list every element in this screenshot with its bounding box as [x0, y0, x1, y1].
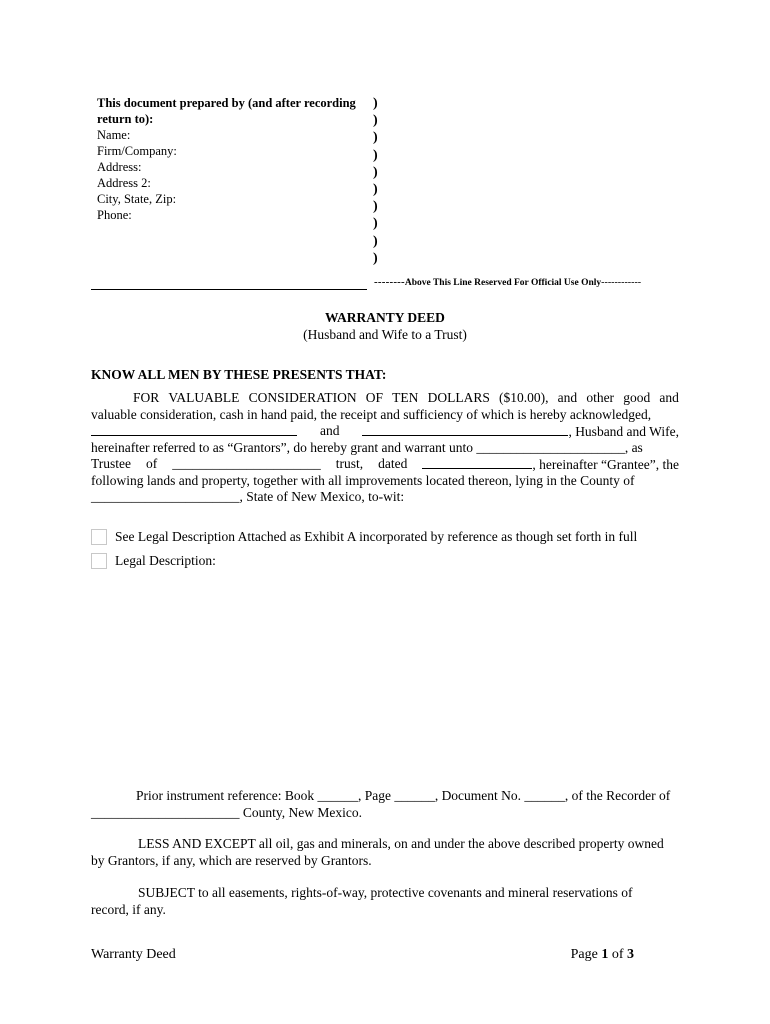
prepared-by-address2-label: Address 2:: [97, 176, 151, 190]
prepared-by-city-label: City, State, Zip:: [97, 192, 177, 206]
consideration-line-4: hereinafter referred to as “Grantors”, do hereby grant and warrant unto ______________________, as: [91, 439, 643, 455]
less-and-except-paragraph: LESS AND EXCEPT all oil, gas and minerals, on and under the above described property owned by Grantors, if any, which are reserved by Grantors.: [91, 836, 664, 868]
consideration-line-3: and , Husband and Wife,: [91, 423, 679, 440]
consideration-line-7: ______________________, State of New Mexico, to-wit:: [91, 489, 405, 504]
prepared-by-rule: [91, 289, 367, 290]
footer-page-number: Page 1 of 3: [570, 947, 634, 962]
paren-column: ) ) ) ) ) ) ) ) ) ): [373, 96, 378, 266]
exhibit-checkbox[interactable]: [91, 529, 107, 545]
prepared-by-name-label: Name:: [97, 128, 131, 142]
prepared-by-block: [97, 95, 367, 223]
consideration-line-6: following lands and property, together with all improvements located thereon, lying in the County of: [91, 472, 635, 488]
know-all-men-heading: KNOW ALL MEN BY THESE PRESENTS THAT:: [91, 367, 387, 382]
document-subtitle: (Husband and Wife to a Trust): [303, 327, 467, 342]
legal-description-option: [91, 553, 216, 569]
reserved-line-note: --------Above This Line Reserved For Official Use Only------------: [374, 276, 642, 288]
prepared-by-heading: This document prepared by (and after recording return to):: [97, 96, 356, 126]
prepared-by-firm-label: Firm/Company:: [97, 144, 177, 158]
prepared-by-phone-label: Phone:: [97, 208, 132, 222]
exhibit-option: [91, 529, 637, 545]
prior-instrument-paragraph: Prior instrument reference: Book ______, Page ______, Document No. ______, of the Recorder of ______________________ County, New Mexico.: [91, 788, 671, 820]
consideration-line-1: FOR VALUABLE CONSIDERATION OF TEN DOLLARS ($10.00), and other good and: [133, 390, 679, 405]
subject-to-paragraph: SUBJECT to all easements, rights-of-way, protective covenants and mineral reservations of record, if any.: [91, 885, 633, 917]
grantor-1-blank[interactable]: [91, 423, 297, 436]
legal-description-label: Legal Description:: [115, 553, 216, 568]
prepared-by-address-label: Address:: [97, 160, 142, 174]
document-title-block: [0, 309, 770, 343]
document-title: WARRANTY DEED: [325, 310, 445, 325]
consideration-paragraph: [91, 390, 679, 506]
grantor-2-blank[interactable]: [362, 423, 568, 436]
footer-document-name: Warranty Deed: [91, 947, 176, 962]
exhibit-option-label: See Legal Description Attached as Exhibit A incorporated by reference as though set forth in full: [115, 529, 638, 544]
trust-date-blank[interactable]: [422, 456, 532, 469]
consideration-line-2: valuable consideration, cash in hand paid, the receipt and sufficiency of which is hereby acknowledged,: [91, 406, 652, 422]
legal-description-checkbox[interactable]: [91, 553, 107, 569]
consideration-line-5: Trustee of ______________________ trust, dated , hereinafter “Grantee”, the: [91, 456, 679, 472]
